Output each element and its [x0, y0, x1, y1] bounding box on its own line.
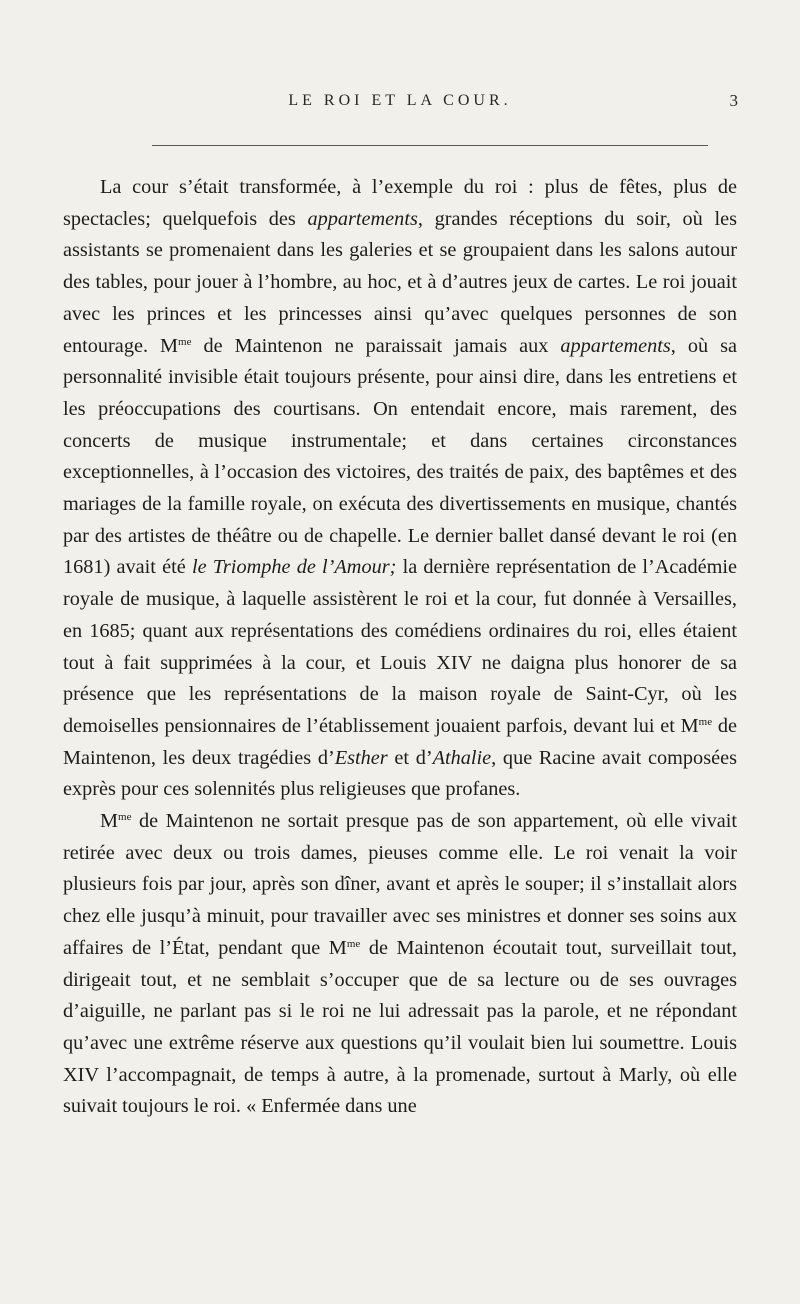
text-run: de Maintenon ne sortait presque pas de son appartement, où elle vivait retirée avec deux ou trois dames, pieuses comme elle. Le roi venait la voir plusieurs fois par jour, après son dîner, avant et après le souper; il s’installait alors chez elle jusqu’à minuit, pour travailler avec ses ministres et donner ses soins aux affaires de l’État, pendant que M — [63, 810, 737, 959]
running-title: LE ROI ET LA COUR. — [288, 92, 512, 109]
page-number: 3 — [729, 91, 738, 110]
text-run: et d’ — [387, 746, 433, 769]
superscript: me — [178, 335, 192, 348]
superscript: me — [118, 811, 132, 824]
superscript: me — [698, 715, 713, 728]
text-run: de Maintenon, les deux tragédies d’ — [63, 714, 737, 769]
italic-term: appartements — [307, 207, 418, 230]
header-rule — [152, 145, 708, 146]
text-run: la dernière représentation de l’Académie royale de musique, à laquelle assistèrent le roi et la cour, fut donnée à Versailles, en 1685; quant aux représentations des comédiens ordinaires du roi, elles étaient tout à fait supprimées à la cour, et Louis XIV ne daigna plus honorer de sa présence que les représentations de la maison royale de Saint-Cyr, où les demoiselles pensionnaires de l’établissement jouaient parfois, devant lui et M — [63, 556, 737, 737]
italic-title: Esther — [334, 746, 388, 769]
italic-title: Athalie — [432, 746, 492, 769]
body-text — [63, 172, 737, 1123]
superscript: me — [346, 937, 361, 950]
italic-title: le Triomphe de l’Amour; — [191, 556, 397, 579]
text-run: , que Racine avait composées exprès pour ces solennités plus religieuses que profanes. — [63, 746, 737, 801]
text-run: La cour s’était transformée, à l’exemple du roi : plus de fêtes, plus de spectacles; quelquefois des — [63, 176, 737, 230]
text-run: , où sa personnalité invisible était toujours présente, pour ainsi dire, dans les entretiens et les préoccupations des courtisans. On entendait encore, mais rarement, des concerts de musique instrumentale; et dans certaines circonstances exceptionnelles, à l’occasion des victoires, des traités de paix, des baptêmes et des mariages de la famille royale, on exécuta des divertissements en musique, chantés par des artistes de théâtre ou de chapelle. Le dernier ballet dansé devant le roi (en 1681) avait été — [63, 334, 737, 579]
paragraph-2 — [63, 806, 737, 1123]
text-run: de Maintenon ne paraissait jamais aux — [191, 334, 561, 357]
text-run: , grandes réceptions du soir, où les assistants se promenaient dans les galeries et se groupaient dans les salons autour des tables, pour jouer à l’hombre, au hoc, et à d’autres jeux de cartes. Le roi jouait avec les princes et les princesses ainsi qu’avec quelques personnes de son entourage. M — [63, 207, 737, 357]
italic-term: appartements — [560, 334, 671, 357]
text-run: M — [100, 810, 119, 833]
text-run: de Maintenon écoutait tout, surveillait tout, dirigeait tout, et ne semblait s’occuper que de sa lecture ou de ses ouvrages d’aiguille, ne parlant pas si le roi ne lui adressait pas la parole, et ne répondant qu’avec une extrême réserve aux questions qu’il voulait bien lui soumettre. Louis XIV l’accompagnait, de temps à autre, à la promenade, surtout à Marly, où elle suivait toujours le roi. « Enfermée dans une — [63, 936, 737, 1118]
paragraph-1 — [63, 172, 737, 806]
